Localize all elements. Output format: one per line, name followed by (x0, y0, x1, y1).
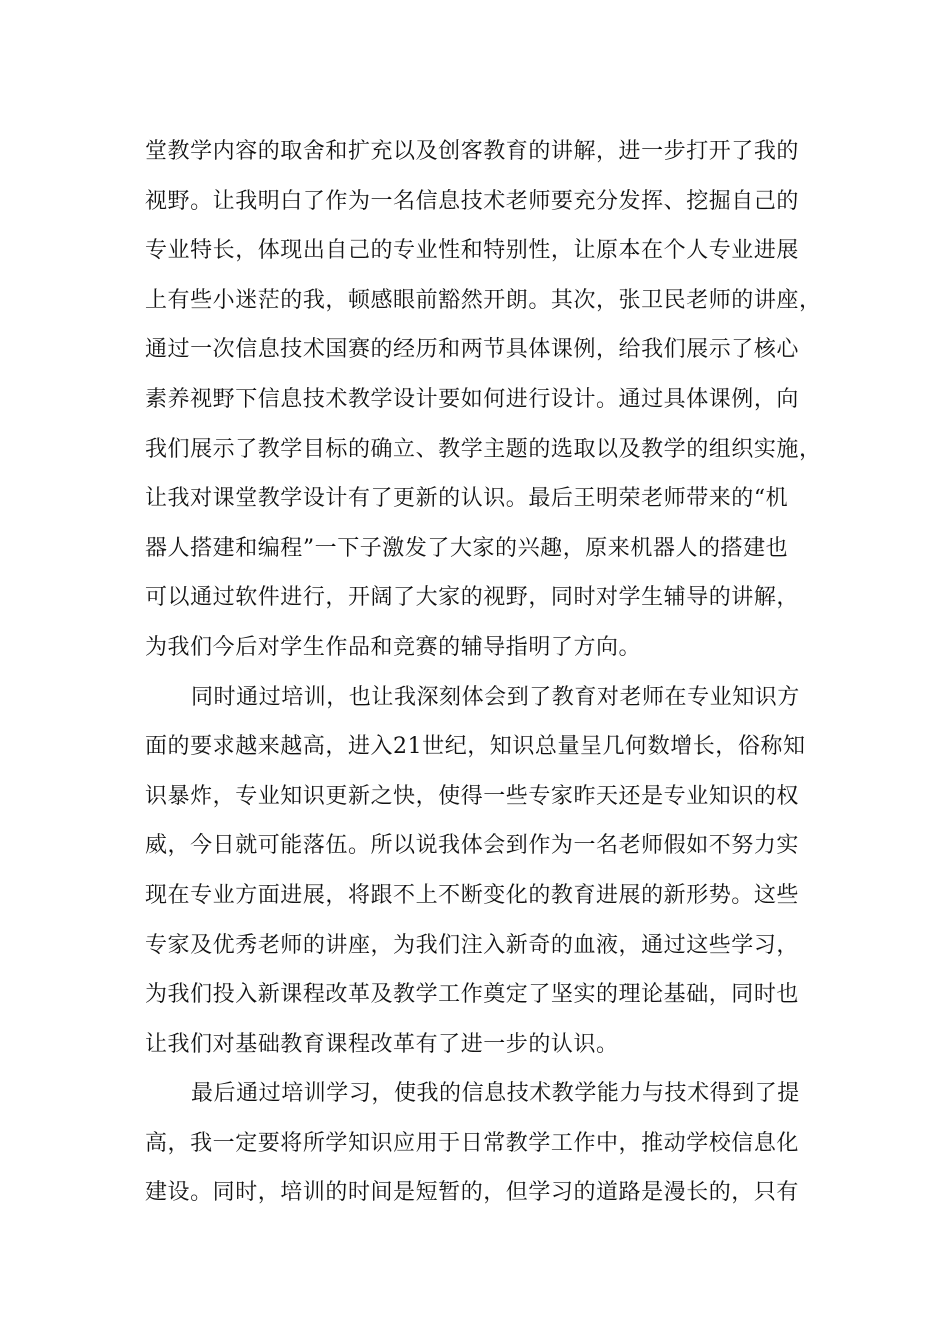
text-line: 可以通过软件进行，开阔了大家的视野，同时对学生辅导的讲解， (145, 585, 799, 611)
text-line: 专业特长，体现出自己的专业性和特别性，让原本在个人专业进展 (145, 238, 799, 264)
text-line: 专家及优秀老师的讲座，为我们注入新奇的血液，通过这些学习， (145, 932, 799, 958)
text-line: 上有些小迷茫的我，顿感眼前豁然开朗。其次，张卫民老师的讲座， (145, 287, 822, 313)
text-line: 素养视野下信息技术教学设计要如何进行设计。通过具体课例，向 (145, 386, 799, 412)
text-line: 识暴炸，专业知识更新之快，使得一些专家昨天还是专业知识的权 (145, 783, 799, 809)
text-line: 视野。让我明白了作为一名信息技术老师要充分发挥、挖掘自己的 (145, 188, 799, 214)
text-line-indented: 最后通过培训学习，使我的信息技术教学能力与技术得到了提 (191, 1081, 800, 1107)
text-line: 堂教学内容的取舍和扩充以及创客教育的讲解，进一步打开了我的 (145, 139, 799, 164)
paragraph-2 (145, 673, 825, 1070)
text-line: 我们展示了教学目标的确立、教学主题的选取以及教学的组织实施， (145, 436, 822, 462)
text-line: 面的要求越来越高，进入21世纪，知识总量呈几何数增长，俗称知 (145, 734, 806, 760)
text-line: 为我们今后对学生作品和竞赛的辅导指明了方向。 (145, 634, 642, 660)
text-line: 让我们对基础教育课程改革有了进一步的认识。 (145, 1031, 619, 1057)
text-line: 通过一次信息技术国赛的经历和两节具体课例，给我们展示了核心 (145, 337, 799, 363)
paragraph-1 (145, 127, 825, 673)
paragraph-3 (145, 1069, 825, 1218)
text-line: 现在专业方面进展，将跟不上不断变化的教育进展的新形势。这些 (145, 882, 799, 908)
text-line: 为我们投入新课程改革及教学工作奠定了坚实的理论基础，同时也 (145, 982, 799, 1008)
text-line: 建设。同时，培训的时间是短暂的，但学习的道路是漫长的，只有 (145, 1180, 799, 1206)
text-line: 器人搭建和编程”一下子激发了大家的兴趣，原来机器人的搭建也 (145, 535, 789, 561)
text-line: 高，我一定要将所学知识应用于日常教学工作中，推动学校信息化 (145, 1130, 799, 1156)
text-line: 威，今日就可能落伍。所以说我体会到作为一名老师假如不努力实 (145, 833, 799, 859)
text-line: 让我对课堂教学设计有了更新的认识。最后王明荣老师带来的“机 (145, 486, 789, 512)
body-text (145, 127, 825, 1218)
text-line-indented: 同时通过培训，也让我深刻体会到了教育对老师在专业知识方 (191, 684, 800, 710)
